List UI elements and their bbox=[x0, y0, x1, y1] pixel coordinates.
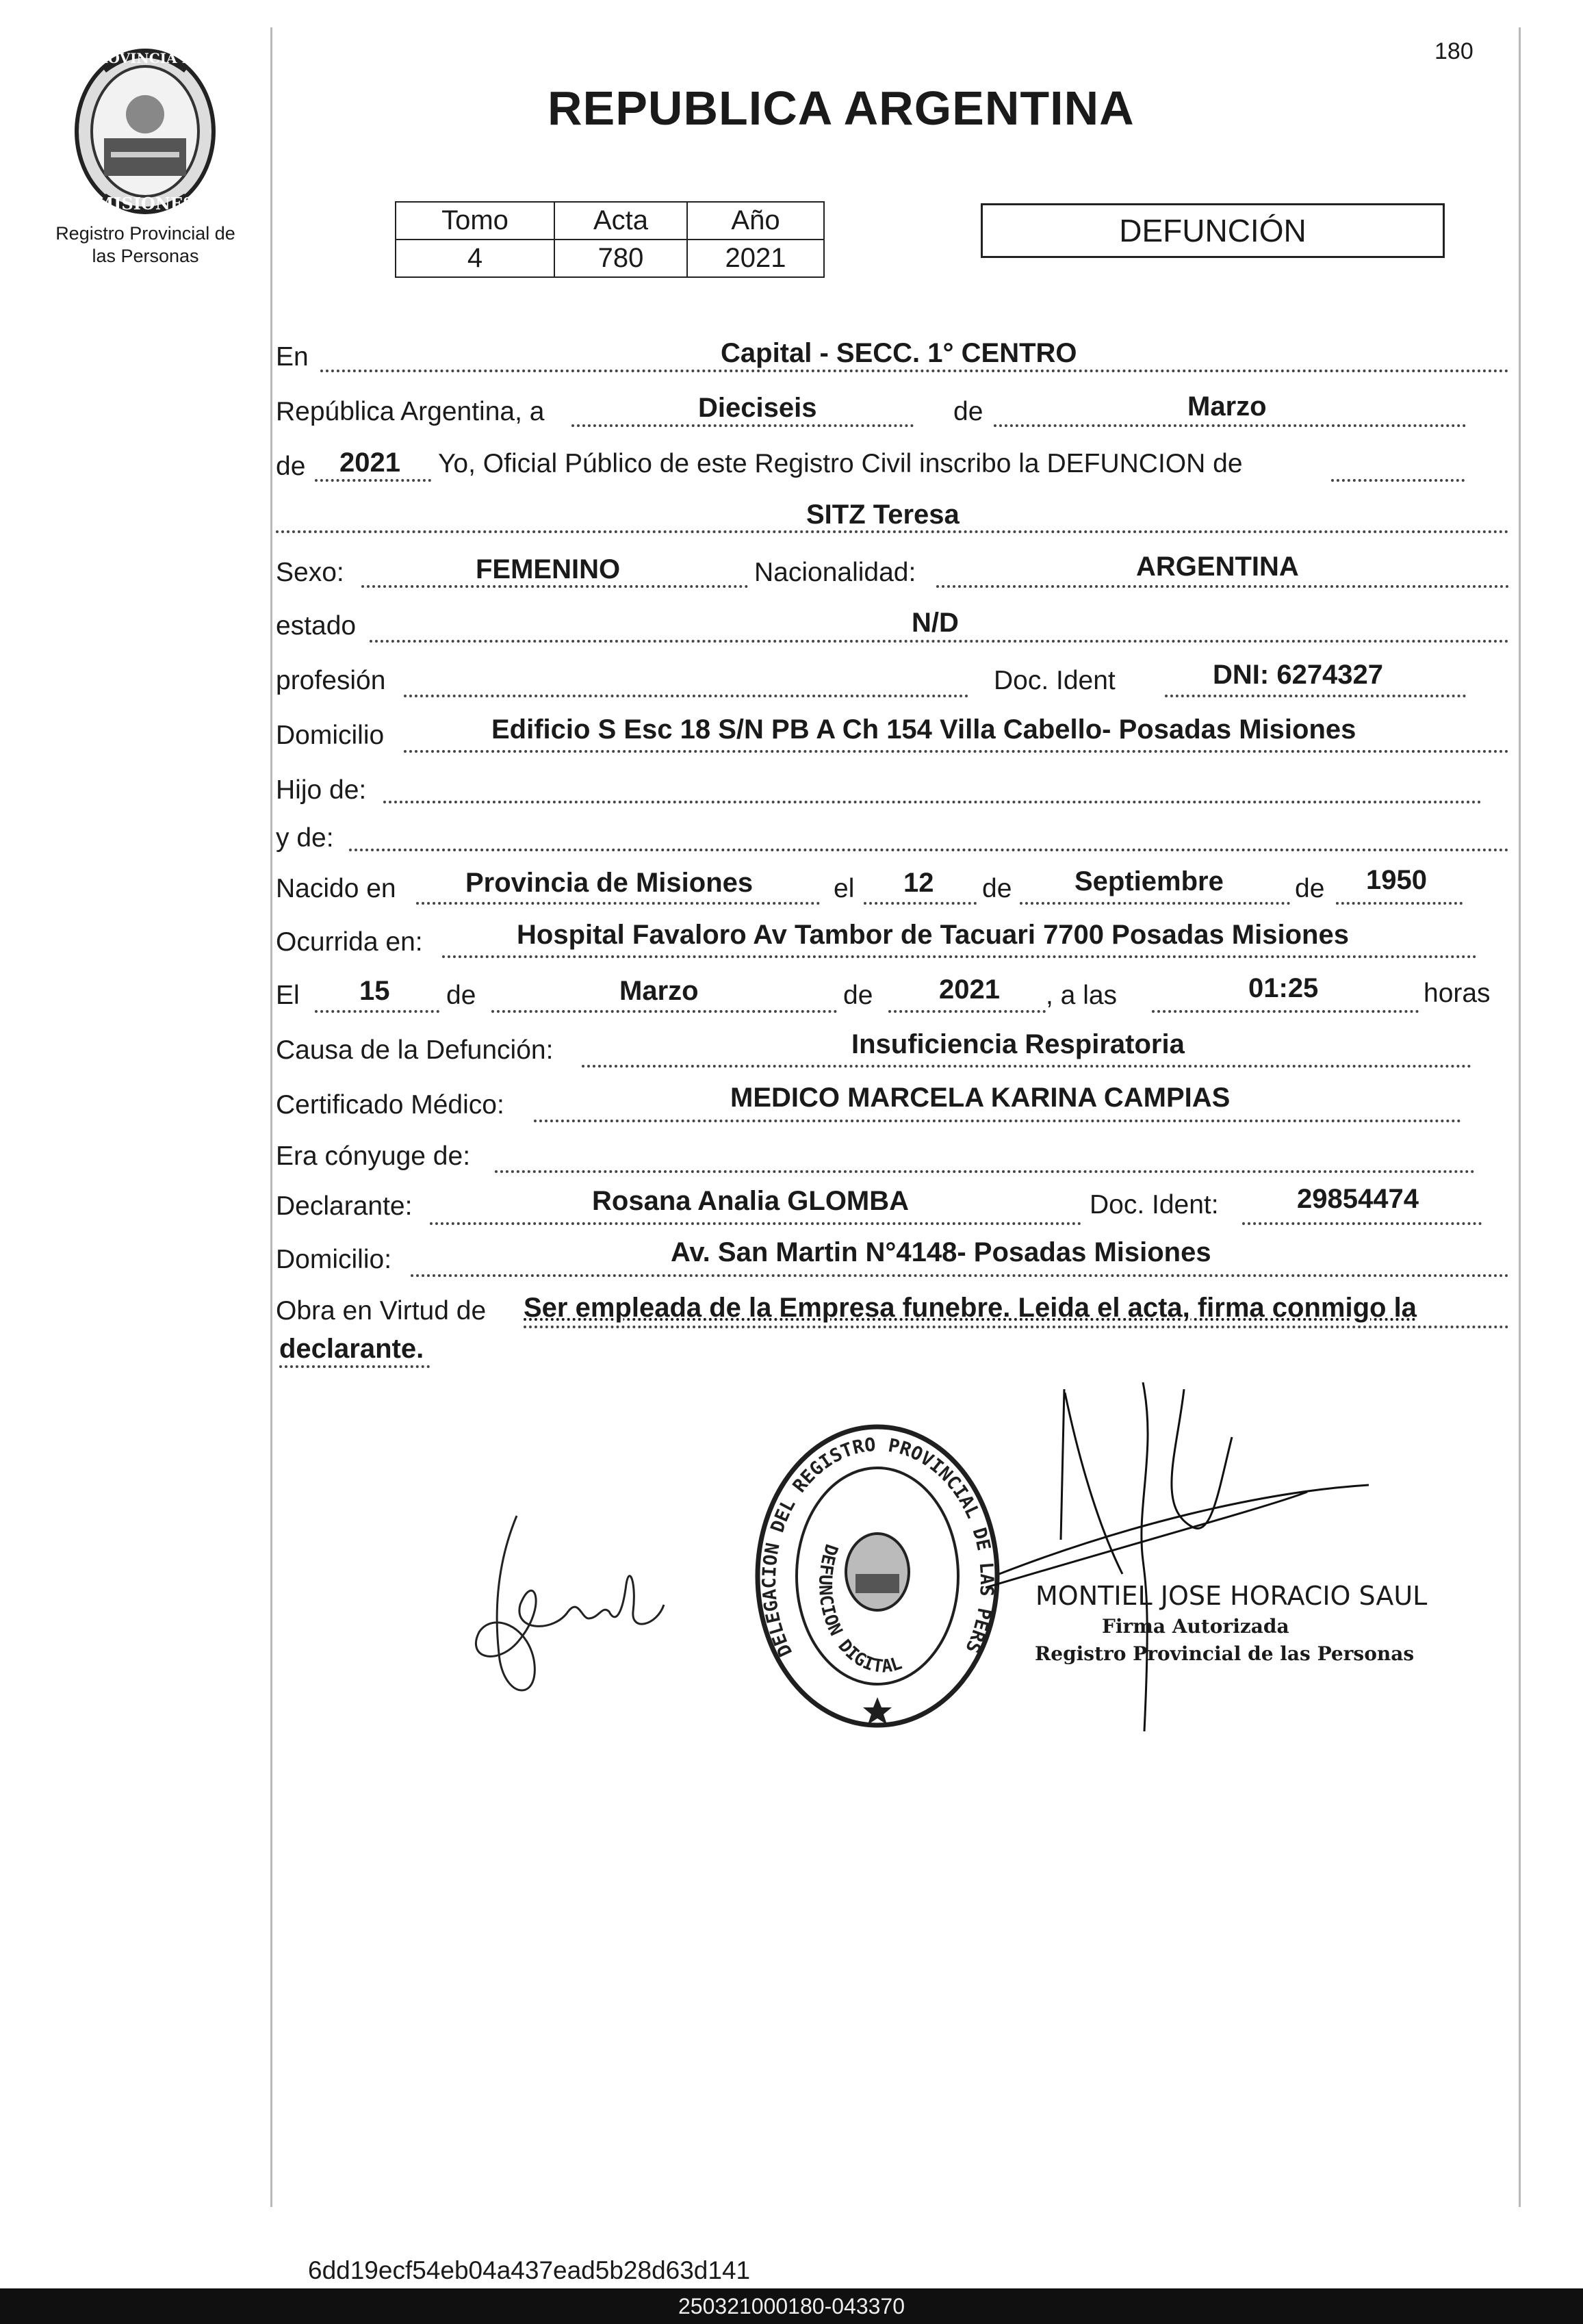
record-table bbox=[395, 201, 825, 278]
label-conyuge: Era cónyuge de: bbox=[276, 1141, 471, 1171]
label-domicilio: Domicilio bbox=[276, 721, 385, 750]
line-ocurrida-en bbox=[442, 955, 1477, 958]
value-nacionalidad: ARGENTINA bbox=[1136, 552, 1299, 582]
value-declarante-doc: 29854474 bbox=[1297, 1184, 1419, 1214]
line-causa bbox=[582, 1065, 1471, 1068]
value-mes: Marzo bbox=[1187, 391, 1267, 422]
line-yo-tail bbox=[1331, 479, 1465, 482]
left-margin-rule bbox=[270, 27, 272, 2207]
label-doc-ident-2: Doc. Ident: bbox=[1090, 1190, 1219, 1219]
line-nacido-en bbox=[416, 902, 820, 905]
label-republica: República Argentina, a bbox=[276, 397, 545, 426]
label-yo: Yo, Oficial Público de este Registro Civil inscribo la DEFUNCION de bbox=[438, 449, 1243, 478]
label-domicilio-2: Domicilio: bbox=[276, 1245, 392, 1274]
line-declarante-doc bbox=[1242, 1222, 1482, 1225]
label-el: el bbox=[834, 874, 855, 903]
logo-top-text: PROVINCIA DE bbox=[86, 50, 205, 66]
line-def-hora bbox=[1152, 1010, 1419, 1013]
footer-code: 250321000180-043370 bbox=[678, 2294, 905, 2319]
value-causa: Insuficiencia Respiratoria bbox=[851, 1029, 1185, 1059]
line-nombre bbox=[276, 530, 1509, 533]
label-causa: Causa de la Defunción: bbox=[276, 1035, 554, 1065]
anio-value: 2021 bbox=[687, 240, 824, 277]
label-nacido-en: Nacido en bbox=[276, 874, 396, 903]
line-profesion bbox=[404, 695, 968, 697]
label-certificado: Certificado Médico: bbox=[276, 1090, 504, 1120]
record-value-row bbox=[396, 240, 824, 277]
acta-value: 780 bbox=[554, 240, 687, 277]
label-de-4: de bbox=[1295, 874, 1325, 903]
value-nombre: SITZ Teresa bbox=[806, 500, 960, 530]
record-type: DEFUNCIÓN bbox=[1119, 213, 1307, 248]
footer-code-bar bbox=[0, 2288, 1583, 2324]
label-declarante: Declarante: bbox=[276, 1191, 413, 1221]
value-def-mes: Marzo bbox=[619, 976, 699, 1006]
value-sexo: FEMENINO bbox=[476, 554, 621, 584]
stamp-outer-text: DELEGACION DEL REGISTRO PROVINCIAL DE LAS PERS bbox=[758, 1434, 998, 1660]
value-lugar: Capital - SECC. 1° CENTRO bbox=[721, 338, 1077, 368]
value-domicilio: Edificio S Esc 18 S/N PB A Ch 154 Villa Cabello- Posadas Misiones bbox=[491, 714, 1356, 745]
line-declarante bbox=[430, 1222, 1081, 1225]
tomo-header: Tomo bbox=[396, 202, 554, 240]
line-nac-mes bbox=[1020, 902, 1290, 905]
line-nac-anio bbox=[1336, 902, 1463, 905]
official-name: MONTIEL JOSE HORACIO SAUL bbox=[1035, 1581, 1428, 1611]
value-estado: N/D bbox=[912, 608, 959, 638]
line-certificado bbox=[534, 1120, 1461, 1122]
label-doc-ident: Doc. Ident bbox=[994, 666, 1116, 695]
value-obra-1: Ser empleada de la Empresa funebre. Leida el acta, firma conmigo la bbox=[524, 1293, 1417, 1323]
label-de-5: de bbox=[446, 981, 476, 1010]
acta-header: Acta bbox=[554, 202, 687, 240]
line-nacionalidad bbox=[936, 585, 1509, 588]
registry-name bbox=[27, 222, 263, 268]
right-margin-rule bbox=[1519, 27, 1521, 2207]
label-ocurrida-en: Ocurrida en: bbox=[276, 927, 423, 957]
value-def-hora: 01:25 bbox=[1248, 973, 1319, 1003]
page-number: 180 bbox=[1434, 38, 1473, 64]
logo-bottom-text: MISIONES bbox=[95, 194, 195, 214]
label-en: En bbox=[276, 342, 309, 372]
line-anio bbox=[315, 479, 431, 482]
label-de-2: de bbox=[276, 452, 306, 481]
label-hijo-de: Hijo de: bbox=[276, 775, 367, 805]
line-estado bbox=[370, 640, 1509, 643]
stamp-inner-text: DEFUNCION DIGITAL bbox=[814, 1541, 905, 1677]
line-declarante-domicilio bbox=[411, 1274, 1509, 1277]
label-de-6: de bbox=[843, 981, 873, 1010]
value-dia-letras: Dieciseis bbox=[698, 393, 817, 423]
label-estado: estado bbox=[276, 611, 357, 641]
value-nacido-en: Provincia de Misiones bbox=[465, 868, 754, 898]
official-signature bbox=[986, 1369, 1396, 1731]
label-profesion: profesión bbox=[276, 666, 386, 695]
line-conyuge bbox=[495, 1170, 1475, 1173]
line-nac-dia bbox=[864, 902, 977, 905]
label-de-1: de bbox=[953, 397, 983, 426]
label-nacionalidad: Nacionalidad: bbox=[754, 558, 916, 587]
line-domicilio bbox=[404, 750, 1509, 753]
value-certificado: MEDICO MARCELA KARINA CAMPIAS bbox=[730, 1083, 1231, 1113]
line-y-de bbox=[349, 849, 1509, 851]
label-el-cap: El bbox=[276, 981, 300, 1010]
label-obra: Obra en Virtud de bbox=[276, 1296, 487, 1326]
label-a-las: , a las bbox=[1046, 981, 1118, 1010]
label-y-de: y de: bbox=[276, 823, 334, 853]
label-sexo: Sexo: bbox=[276, 558, 344, 587]
value-obra-2: declarante. bbox=[279, 1334, 424, 1364]
value-declarante: Rosana Analia GLOMBA bbox=[592, 1186, 910, 1216]
record-header-row bbox=[396, 202, 824, 240]
registry-name-line-1: Registro Provincial de bbox=[55, 223, 235, 244]
line-sexo bbox=[361, 585, 748, 588]
value-anio: 2021 bbox=[339, 448, 400, 478]
label-horas: horas bbox=[1424, 979, 1491, 1008]
anio-header: Año bbox=[687, 202, 824, 240]
official-stamp bbox=[751, 1420, 1003, 1731]
tomo-value: 4 bbox=[396, 240, 554, 277]
declarant-signature bbox=[452, 1502, 678, 1714]
official-role: Firma Autorizada bbox=[1102, 1615, 1289, 1638]
document-title: REPUBLICA ARGENTINA bbox=[548, 81, 1135, 135]
line-hijo-de bbox=[383, 801, 1482, 803]
line-lugar bbox=[320, 370, 1509, 372]
value-nac-anio: 1950 bbox=[1366, 865, 1427, 895]
value-def-dia: 15 bbox=[359, 976, 390, 1006]
line-obra-2 bbox=[279, 1365, 430, 1368]
line-dia bbox=[571, 424, 914, 427]
value-def-anio: 2021 bbox=[939, 974, 1000, 1005]
line-mes bbox=[994, 424, 1466, 427]
line-def-mes bbox=[491, 1010, 837, 1013]
line-def-anio bbox=[888, 1010, 1046, 1013]
label-de-3: de bbox=[982, 874, 1012, 903]
official-org: Registro Provincial de las Personas bbox=[1035, 1642, 1415, 1665]
registry-name-line-2: las Personas bbox=[92, 246, 199, 266]
line-dni bbox=[1165, 695, 1466, 697]
document-hash: 6dd19ecf54eb04a437ead5b28d63d141 bbox=[308, 2256, 751, 2284]
record-type-box bbox=[981, 203, 1445, 258]
value-declarante-domicilio: Av. San Martin N°4148- Posadas Misiones bbox=[671, 1237, 1211, 1267]
value-nac-mes: Septiembre bbox=[1074, 866, 1224, 896]
value-nac-dia: 12 bbox=[903, 868, 934, 898]
line-def-dia bbox=[315, 1010, 439, 1013]
province-logo bbox=[63, 42, 227, 220]
value-dni: DNI: 6274327 bbox=[1213, 660, 1384, 690]
line-obra-1 bbox=[524, 1326, 1509, 1328]
value-ocurrida-en: Hospital Favaloro Av Tambor de Tacuari 7700 Posadas Misiones bbox=[517, 920, 1349, 950]
